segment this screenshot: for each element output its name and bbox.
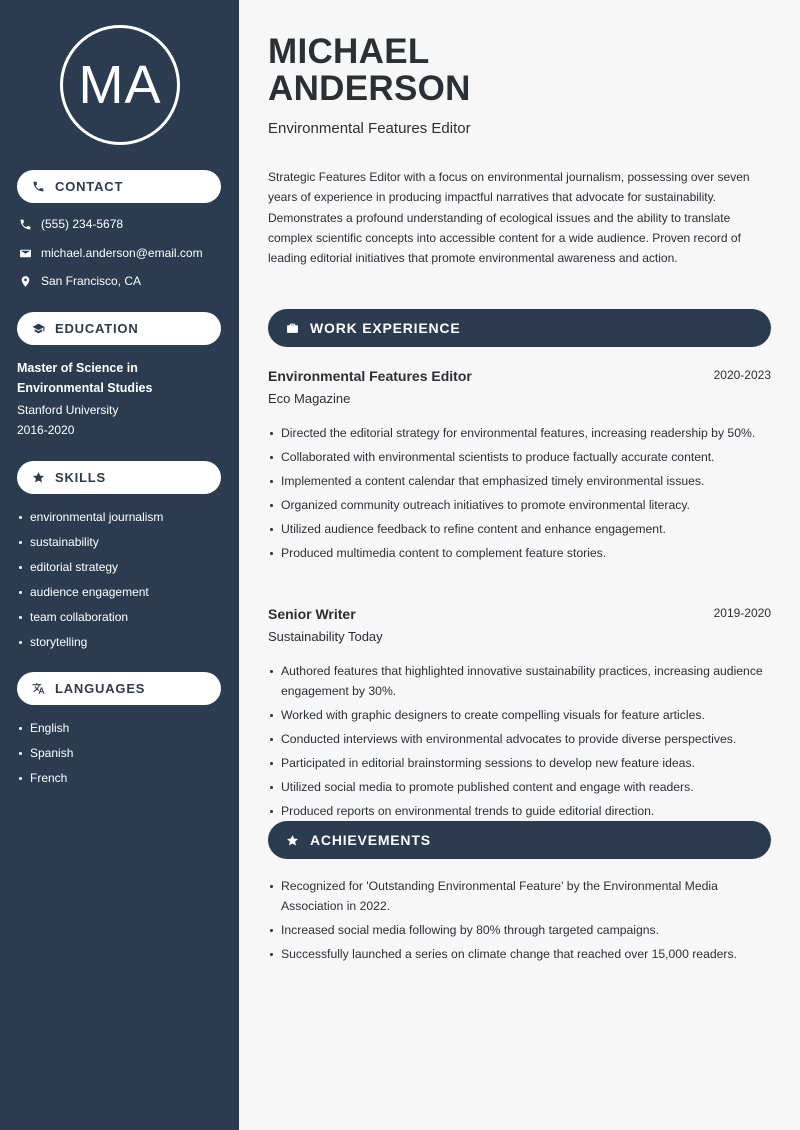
achievements-heading-label: ACHIEVEMENTS bbox=[310, 832, 431, 848]
languages-list bbox=[17, 721, 73, 796]
contact-phone bbox=[18, 217, 123, 231]
sidebar bbox=[0, 0, 239, 1130]
education-degree: Master of Science in Environmental Studies bbox=[17, 361, 153, 395]
summary-paragraph: Strategic Features Editor with a focus on environmental journalism, possessing over seven years of experience in producing impactful narratives that advocate for sustainability. Demonstrates a profound understanding of ecological issues and the ability to translate complex scientific concepts into accessible content for a wide audience. Proven record of leading editorial initiatives that promote environmental awareness and action. bbox=[268, 170, 750, 266]
skill-item: editorial strategy bbox=[17, 560, 163, 585]
job-bullet: Collaborated with environmental scientists to produce factually accurate content. bbox=[268, 448, 768, 468]
achievement-item: Increased social media following by 80% through targeted campaigns. bbox=[268, 921, 768, 941]
language-item: English bbox=[17, 721, 73, 746]
name-last: ANDERSON bbox=[268, 69, 471, 108]
education-years: 2016-2020 bbox=[17, 423, 75, 437]
contact-location bbox=[18, 274, 141, 288]
skill-item: team collaboration bbox=[17, 610, 163, 635]
work-experience-heading-label: WORK EXPERIENCE bbox=[310, 320, 461, 336]
phone-icon bbox=[18, 217, 32, 231]
language-item: French bbox=[17, 771, 73, 796]
skills-heading-label: SKILLS bbox=[55, 470, 107, 485]
job-bullets bbox=[268, 662, 768, 826]
achievements-list bbox=[268, 877, 768, 969]
education-entry bbox=[17, 358, 227, 440]
contact-heading-label: CONTACT bbox=[55, 179, 124, 194]
job-bullet: Participated in editorial brainstorming sessions to develop new feature ideas. bbox=[268, 754, 768, 774]
work-experience-heading bbox=[268, 309, 771, 347]
star-icon bbox=[31, 471, 45, 485]
job-bullet: Utilized social media to promote published content and engage with readers. bbox=[268, 778, 768, 798]
job-title: Senior Writer bbox=[268, 606, 356, 622]
graduation-cap-icon bbox=[31, 322, 45, 336]
contact-location-text: San Francisco, CA bbox=[41, 274, 142, 288]
job-bullet: Utilized audience feedback to refine content and enhance engagement. bbox=[268, 520, 768, 540]
candidate-title: Environmental Features Editor bbox=[268, 120, 471, 137]
job-title: Environmental Features Editor bbox=[268, 368, 472, 384]
contact-heading bbox=[17, 170, 221, 203]
achievements-heading bbox=[268, 821, 771, 859]
education-school: Stanford University bbox=[17, 403, 119, 417]
contact-email bbox=[18, 246, 203, 260]
location-pin-icon bbox=[18, 274, 32, 288]
job-bullet: Authored features that highlighted innovative sustainability practices, increasing audience engagement by 30%. bbox=[268, 662, 768, 701]
job-bullet: Produced reports on environmental trends to guide editorial direction. bbox=[268, 802, 768, 822]
job-bullet: Conducted interviews with environmental advocates to provide diverse perspectives. bbox=[268, 730, 768, 750]
education-heading bbox=[17, 312, 221, 345]
skills-heading bbox=[17, 461, 221, 494]
job-company: Eco Magazine bbox=[268, 391, 351, 406]
job-dates: 2019-2020 bbox=[713, 606, 771, 620]
star-icon bbox=[285, 833, 299, 847]
translate-icon bbox=[31, 682, 45, 696]
job-bullet: Directed the editorial strategy for environmental features, increasing readership by 50%. bbox=[268, 424, 768, 444]
skill-item: audience engagement bbox=[17, 585, 163, 610]
contact-email-text: michael.anderson@email.com bbox=[41, 246, 203, 260]
education-heading-label: EDUCATION bbox=[55, 321, 139, 336]
languages-heading bbox=[17, 672, 221, 705]
email-icon bbox=[18, 246, 32, 260]
achievement-item: Successfully launched a series on climate change that reached over 15,000 readers. bbox=[268, 945, 768, 965]
skill-item: storytelling bbox=[17, 635, 163, 660]
achievement-item: Recognized for 'Outstanding Environmental Feature' by the Environmental Media Association in 2022. bbox=[268, 877, 768, 916]
language-item: Spanish bbox=[17, 746, 73, 771]
job-bullet: Organized community outreach initiatives to promote environmental literacy. bbox=[268, 496, 768, 516]
job-company: Sustainability Today bbox=[268, 629, 383, 644]
job-bullets bbox=[268, 424, 768, 568]
name-first: MICHAEL bbox=[268, 32, 430, 71]
job-bullet: Worked with graphic designers to create compelling visuals for feature articles. bbox=[268, 706, 768, 726]
candidate-name bbox=[268, 33, 471, 107]
contact-phone-text: (555) 234-5678 bbox=[41, 217, 124, 231]
skill-item: environmental journalism bbox=[17, 510, 163, 535]
job-bullet: Produced multimedia content to complement feature stories. bbox=[268, 544, 768, 564]
briefcase-icon bbox=[285, 321, 299, 335]
monogram-avatar: MA bbox=[60, 25, 180, 145]
job-dates: 2020-2023 bbox=[713, 368, 771, 382]
skills-list bbox=[17, 510, 163, 660]
job-bullet: Implemented a content calendar that emphasized timely environmental issues. bbox=[268, 472, 768, 492]
phone-icon bbox=[31, 180, 45, 194]
skill-item: sustainability bbox=[17, 535, 163, 560]
languages-heading-label: LANGUAGES bbox=[55, 681, 146, 696]
